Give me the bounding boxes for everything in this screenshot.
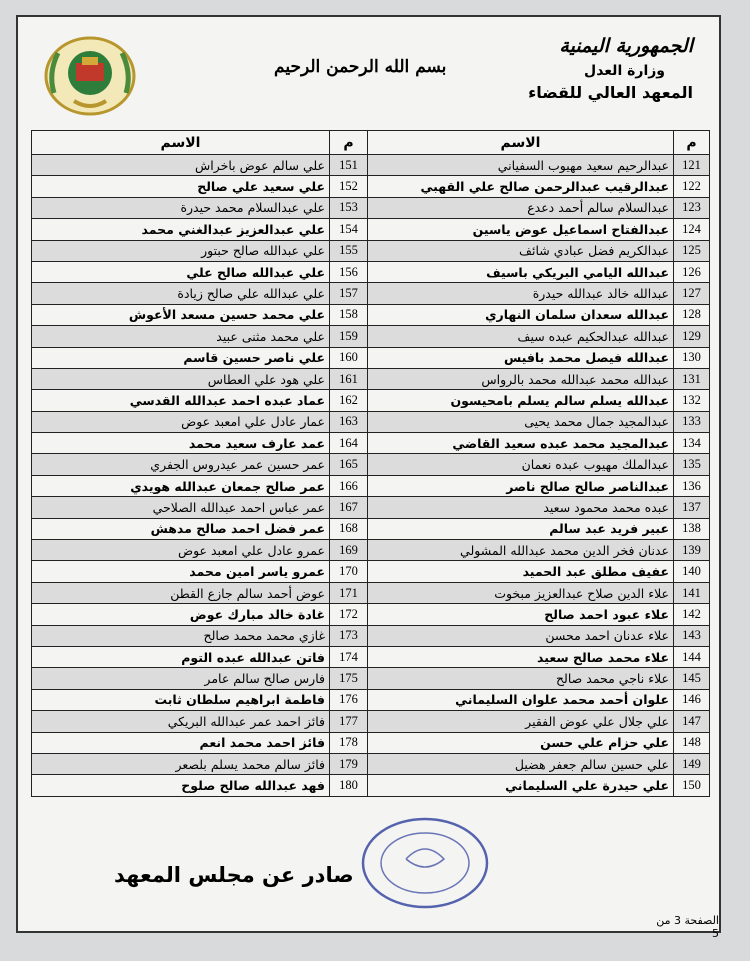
table-row <box>32 604 710 625</box>
row-number-left: 166 <box>330 475 368 496</box>
student-name-right: عبدالمجيد جمال محمد يحيى <box>368 411 674 432</box>
student-name-left: عمرو ياسر امين محمد <box>32 561 330 582</box>
student-name-left: عوض أحمد سالم جازع القطن <box>32 582 330 603</box>
student-name-left: فهد عبدالله صالح صلوح <box>32 775 330 796</box>
table-header-row <box>32 131 710 155</box>
row-number-left: 156 <box>330 261 368 282</box>
table-row <box>32 540 710 561</box>
student-name-left: علي ناصر حسين قاسم <box>32 347 330 368</box>
table-row <box>32 668 710 689</box>
row-number-right: 128 <box>674 304 710 325</box>
table-row <box>32 518 710 539</box>
student-name-left: علي هود علي العطاس <box>32 368 330 389</box>
row-number-right: 138 <box>674 518 710 539</box>
table-row <box>32 304 710 325</box>
student-name-right: علاء عدنان احمد محسن <box>368 625 674 646</box>
table-row <box>32 261 710 282</box>
col-header-number: م <box>330 131 368 155</box>
row-number-right: 148 <box>674 732 710 753</box>
student-name-right: عبدالمجيد محمد عبده سعيد القاضي <box>368 433 674 454</box>
row-number-right: 131 <box>674 368 710 389</box>
row-number-left: 152 <box>330 176 368 197</box>
student-name-right: علي حزام علي حسن <box>368 732 674 753</box>
student-name-left: علي عبدالله صالح حبتور <box>32 240 330 261</box>
student-name-right: عبدالرحيم سعيد مهيوب السفياني <box>368 155 674 176</box>
row-number-right: 124 <box>674 219 710 240</box>
student-name-right: علي جلال علي عوض الفقير <box>368 711 674 732</box>
ministry-name: وزارة العدل <box>584 63 665 79</box>
table-row <box>32 753 710 774</box>
student-name-left: غازي محمد محمد صالح <box>32 625 330 646</box>
names-table <box>31 130 710 797</box>
basmala-heading: بسم الله الرحمن الرحيم <box>274 57 447 77</box>
table-row <box>32 347 710 368</box>
table-row <box>32 433 710 454</box>
table-row <box>32 326 710 347</box>
row-number-left: 165 <box>330 454 368 475</box>
letterhead <box>18 17 719 132</box>
document-page <box>16 15 721 940</box>
row-number-right: 139 <box>674 540 710 561</box>
student-name-right: عبدالناصر صالح صالح ناصر <box>368 475 674 496</box>
row-number-left: 177 <box>330 711 368 732</box>
table-row <box>32 240 710 261</box>
student-name-left: فاطمة ابراهيم سلطان ثابت <box>32 689 330 710</box>
student-name-left: عمرو عادل علي امعبد عوض <box>32 540 330 561</box>
row-number-left: 154 <box>330 219 368 240</box>
organization-block <box>528 35 693 102</box>
student-name-left: عمر صالح جمعان عبدالله هويدي <box>32 475 330 496</box>
student-name-right: عبدالرقيب عبدالرحمن صالح علي القهبي <box>368 176 674 197</box>
table-row <box>32 689 710 710</box>
student-name-left: عمر عباس احمد عبدالله الصلاحي <box>32 497 330 518</box>
row-number-left: 176 <box>330 689 368 710</box>
student-name-right: عبدالله محمد عبدالله محمد بالرواس <box>368 368 674 389</box>
student-name-left: فائز احمد محمد انعم <box>32 732 330 753</box>
row-number-left: 163 <box>330 411 368 432</box>
official-stamp <box>358 809 493 914</box>
student-name-right: علاء محمد صالح سعيد <box>368 646 674 667</box>
institute-logo-emblem <box>40 33 140 119</box>
student-name-left: علي محمد حسين مسعد الأعوش <box>32 304 330 325</box>
student-name-left: عمد عارف سعيد محمد <box>32 433 330 454</box>
table-body <box>32 155 710 797</box>
student-name-left: علي عبدالعزيز عبدالغني محمد <box>32 219 330 240</box>
row-number-right: 146 <box>674 689 710 710</box>
student-name-right: علاء ناجي محمد صالح <box>368 668 674 689</box>
table-row <box>32 561 710 582</box>
table-row <box>32 625 710 646</box>
row-number-right: 147 <box>674 711 710 732</box>
student-name-right: علي حيدرة علي السليماني <box>368 775 674 796</box>
row-number-left: 159 <box>330 326 368 347</box>
student-name-right: عبدالله اليامي البريكي باسيف <box>368 261 674 282</box>
table-row <box>32 411 710 432</box>
row-number-left: 179 <box>330 753 368 774</box>
country-name: الجمهورية اليمنية <box>559 35 693 57</box>
row-number-left: 157 <box>330 283 368 304</box>
student-name-left: عمر حسين عمر عيدروس الجفري <box>32 454 330 475</box>
student-name-right: عبده محمد محمود سعيد <box>368 497 674 518</box>
row-number-right: 142 <box>674 604 710 625</box>
col-header-name: الاسم <box>32 131 330 155</box>
col-header-number: م <box>674 131 710 155</box>
row-number-left: 167 <box>330 497 368 518</box>
student-name-left: عماد عبده احمد عبدالله القدسي <box>32 390 330 411</box>
row-number-right: 141 <box>674 582 710 603</box>
row-number-right: 150 <box>674 775 710 796</box>
row-number-right: 123 <box>674 197 710 218</box>
table-row <box>32 219 710 240</box>
table-row <box>32 497 710 518</box>
row-number-right: 134 <box>674 433 710 454</box>
student-name-left: فائز احمد عمر عبدالله البريكي <box>32 711 330 732</box>
row-number-left: 162 <box>330 390 368 411</box>
row-number-right: 126 <box>674 261 710 282</box>
row-number-left: 161 <box>330 368 368 389</box>
table-row <box>32 197 710 218</box>
row-number-right: 143 <box>674 625 710 646</box>
student-name-left: فائز سالم محمد يسلم بلصعر <box>32 753 330 774</box>
table-row <box>32 732 710 753</box>
row-number-right: 132 <box>674 390 710 411</box>
student-name-left: علي محمد مثنى عبيد <box>32 326 330 347</box>
row-number-left: 175 <box>330 668 368 689</box>
table-row <box>32 582 710 603</box>
row-number-left: 170 <box>330 561 368 582</box>
student-name-right: عبدالكريم فضل عبادي شائف <box>368 240 674 261</box>
row-number-left: 160 <box>330 347 368 368</box>
student-name-right: عفيف مطلق عبد الحميد <box>368 561 674 582</box>
student-name-left: فارس صالح سالم عامر <box>32 668 330 689</box>
student-name-right: علاء عبود احمد صالح <box>368 604 674 625</box>
table-row <box>32 283 710 304</box>
row-number-left: 180 <box>330 775 368 796</box>
table-row <box>32 475 710 496</box>
row-number-right: 137 <box>674 497 710 518</box>
row-number-right: 136 <box>674 475 710 496</box>
table-row <box>32 711 710 732</box>
student-name-right: عبدالسلام سالم أحمد دعدع <box>368 197 674 218</box>
student-name-right: عبدالملك مهيوب عبده نعمان <box>368 454 674 475</box>
row-number-right: 140 <box>674 561 710 582</box>
row-number-left: 158 <box>330 304 368 325</box>
row-number-left: 151 <box>330 155 368 176</box>
row-number-right: 130 <box>674 347 710 368</box>
student-name-right: عبدالله فيصل محمد بافيس <box>368 347 674 368</box>
row-number-left: 155 <box>330 240 368 261</box>
issuer-signature-line: صادر عن مجلس المعهد <box>114 863 354 887</box>
table-row <box>32 368 710 389</box>
student-name-left: عمر فضل احمد صالح مدهش <box>32 518 330 539</box>
student-name-right: عبير فريد عبد سالم <box>368 518 674 539</box>
student-name-left: علي سالم عوض باخراش <box>32 155 330 176</box>
table-row <box>32 390 710 411</box>
row-number-left: 178 <box>330 732 368 753</box>
row-number-left: 153 <box>330 197 368 218</box>
row-number-right: 135 <box>674 454 710 475</box>
row-number-left: 168 <box>330 518 368 539</box>
row-number-right: 133 <box>674 411 710 432</box>
table-row <box>32 155 710 176</box>
student-name-left: فاتن عبدالله عبده التوم <box>32 646 330 667</box>
institute-name: المعهد العالي للقضاء <box>528 83 693 102</box>
row-number-left: 171 <box>330 582 368 603</box>
page-number: الصفحة 3 من 5 <box>656 914 719 940</box>
row-number-left: 174 <box>330 646 368 667</box>
row-number-right: 129 <box>674 326 710 347</box>
student-name-left: علي سعيد علي صالح <box>32 176 330 197</box>
table-row <box>32 176 710 197</box>
student-name-right: عبدالفتاح اسماعيل عوض ياسين <box>368 219 674 240</box>
student-name-left: عمار عادل علي امعبد عوض <box>32 411 330 432</box>
row-number-right: 121 <box>674 155 710 176</box>
col-header-name: الاسم <box>368 131 674 155</box>
row-number-right: 122 <box>674 176 710 197</box>
student-name-left: علي عبدالله علي صالح زيادة <box>32 283 330 304</box>
student-name-right: علوان أحمد محمد علوان السليماني <box>368 689 674 710</box>
student-name-right: علاء الدين صلاح عبدالعزيز مبخوت <box>368 582 674 603</box>
student-name-left: علي عبدالسلام محمد حيدرة <box>32 197 330 218</box>
student-name-right: عبدالله سعدان سلمان النهاري <box>368 304 674 325</box>
student-name-right: علي حسين سالم جعفر هضيل <box>368 753 674 774</box>
row-number-right: 149 <box>674 753 710 774</box>
row-number-left: 173 <box>330 625 368 646</box>
table-row <box>32 775 710 796</box>
row-number-left: 164 <box>330 433 368 454</box>
row-number-left: 172 <box>330 604 368 625</box>
row-number-right: 145 <box>674 668 710 689</box>
student-name-right: عدنان فخر الدين محمد عبدالله المشولي <box>368 540 674 561</box>
row-number-right: 144 <box>674 646 710 667</box>
row-number-left: 169 <box>330 540 368 561</box>
student-name-right: عبدالله يسلم سالم يسلم بامحيسون <box>368 390 674 411</box>
table-row <box>32 646 710 667</box>
student-name-right: عبدالله خالد عبدالله حيدرة <box>368 283 674 304</box>
table-row <box>32 454 710 475</box>
student-name-right: عبدالله عبدالحكيم عبده سيف <box>368 326 674 347</box>
student-name-left: غادة خالد مبارك عوض <box>32 604 330 625</box>
row-number-right: 125 <box>674 240 710 261</box>
student-name-left: علي عبدالله صالح علي <box>32 261 330 282</box>
row-number-right: 127 <box>674 283 710 304</box>
